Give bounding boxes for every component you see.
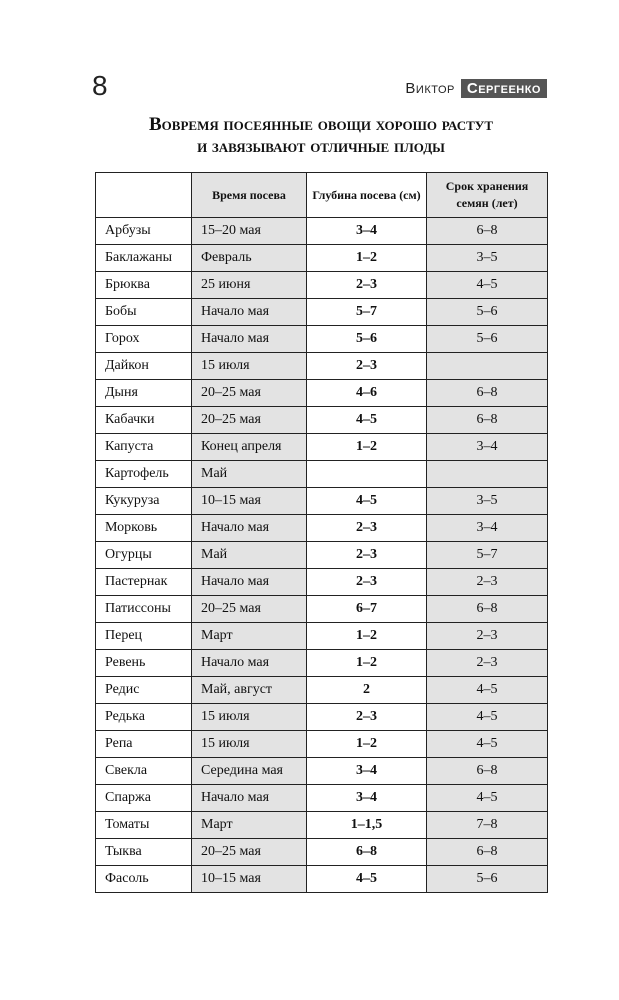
cell-sowing-depth: 3–4 [307, 758, 427, 785]
table-row [96, 515, 548, 542]
cell-seed-shelf-life: 4–5 [427, 731, 548, 758]
cell-sowing-time: 20–25 мая [192, 407, 307, 434]
cell-seed-shelf-life: 5–6 [427, 866, 548, 893]
cell-sowing-time: 10–15 мая [192, 866, 307, 893]
cell-sowing-depth: 1–2 [307, 623, 427, 650]
cell-sowing-time: Конец апреля [192, 434, 307, 461]
table-row [96, 218, 548, 245]
cell-sowing-time: Начало мая [192, 299, 307, 326]
cell-sowing-time: 15 июля [192, 731, 307, 758]
cell-sowing-depth: 2–3 [307, 704, 427, 731]
cell-vegetable: Редис [96, 677, 192, 704]
cell-sowing-depth: 4–5 [307, 866, 427, 893]
cell-sowing-time: 20–25 мая [192, 839, 307, 866]
table-body [96, 218, 548, 893]
cell-seed-shelf-life: 6–8 [427, 758, 548, 785]
cell-vegetable: Репа [96, 731, 192, 758]
table-row [96, 650, 548, 677]
cell-sowing-depth: 2–3 [307, 353, 427, 380]
column-header-vegetable [96, 173, 192, 218]
table-row [96, 704, 548, 731]
cell-vegetable: Бобы [96, 299, 192, 326]
cell-sowing-depth: 2–3 [307, 515, 427, 542]
cell-sowing-time: Март [192, 812, 307, 839]
cell-seed-shelf-life: 2–3 [427, 623, 548, 650]
cell-sowing-time: Май, август [192, 677, 307, 704]
cell-vegetable: Тыква [96, 839, 192, 866]
column-header-seed-shelf-life: Срок хранения семян (лет) [427, 173, 548, 218]
table-row [96, 245, 548, 272]
cell-seed-shelf-life: 3–4 [427, 515, 548, 542]
cell-sowing-time: 15 июля [192, 353, 307, 380]
cell-seed-shelf-life: 2–3 [427, 569, 548, 596]
cell-sowing-time: Февраль [192, 245, 307, 272]
cell-vegetable: Огурцы [96, 542, 192, 569]
cell-sowing-time: Начало мая [192, 650, 307, 677]
cell-sowing-time: 25 июня [192, 272, 307, 299]
cell-sowing-depth: 4–5 [307, 407, 427, 434]
cell-seed-shelf-life: 4–5 [427, 704, 548, 731]
table-row [96, 380, 548, 407]
cell-vegetable: Дыня [96, 380, 192, 407]
cell-seed-shelf-life: 4–5 [427, 272, 548, 299]
cell-seed-shelf-life: 5–6 [427, 299, 548, 326]
cell-seed-shelf-life: 3–4 [427, 434, 548, 461]
column-header-sowing-time: Время посева [192, 173, 307, 218]
cell-vegetable: Морковь [96, 515, 192, 542]
cell-seed-shelf-life [427, 461, 548, 488]
cell-sowing-depth: 2–3 [307, 569, 427, 596]
cell-sowing-time: Начало мая [192, 326, 307, 353]
cell-sowing-depth: 1–2 [307, 650, 427, 677]
cell-sowing-depth: 1–1,5 [307, 812, 427, 839]
cell-vegetable: Ревень [96, 650, 192, 677]
cell-vegetable: Горох [96, 326, 192, 353]
cell-sowing-depth: 4–5 [307, 488, 427, 515]
cell-seed-shelf-life: 2–3 [427, 650, 548, 677]
table-row [96, 272, 548, 299]
cell-seed-shelf-life: 5–6 [427, 326, 548, 353]
cell-sowing-depth: 5–6 [307, 326, 427, 353]
cell-vegetable: Кабачки [96, 407, 192, 434]
cell-vegetable: Томаты [96, 812, 192, 839]
cell-sowing-time: 20–25 мая [192, 380, 307, 407]
cell-seed-shelf-life: 6–8 [427, 218, 548, 245]
table-row [96, 326, 548, 353]
cell-vegetable: Перец [96, 623, 192, 650]
table-row [96, 407, 548, 434]
cell-sowing-depth: 6–8 [307, 839, 427, 866]
cell-sowing-depth [307, 461, 427, 488]
cell-sowing-time: Май [192, 542, 307, 569]
page-number: 8 [92, 70, 108, 101]
sowing-table [95, 172, 548, 893]
table-row [96, 839, 548, 866]
author-header [405, 78, 547, 98]
cell-sowing-time: 20–25 мая [192, 596, 307, 623]
cell-vegetable: Баклажаны [96, 245, 192, 272]
cell-sowing-time: Начало мая [192, 785, 307, 812]
table-row [96, 353, 548, 380]
title-line-2: и завязывают отличные плоды [197, 136, 445, 157]
cell-sowing-depth: 6–7 [307, 596, 427, 623]
cell-seed-shelf-life: 6–8 [427, 596, 548, 623]
cell-seed-shelf-life [427, 353, 548, 380]
page-title [95, 114, 547, 158]
cell-seed-shelf-life: 4–5 [427, 785, 548, 812]
cell-seed-shelf-life: 5–7 [427, 542, 548, 569]
cell-vegetable: Арбузы [96, 218, 192, 245]
cell-seed-shelf-life: 6–8 [427, 380, 548, 407]
table-row [96, 596, 548, 623]
table-row [96, 542, 548, 569]
author-first-name: Виктор [405, 79, 455, 97]
cell-vegetable: Дайкон [96, 353, 192, 380]
table-row [96, 461, 548, 488]
cell-sowing-depth: 2 [307, 677, 427, 704]
table-row [96, 785, 548, 812]
cell-vegetable: Свекла [96, 758, 192, 785]
table-row [96, 731, 548, 758]
cell-seed-shelf-life: 3–5 [427, 488, 548, 515]
cell-sowing-depth: 3–4 [307, 218, 427, 245]
cell-sowing-depth: 1–2 [307, 434, 427, 461]
cell-sowing-time: Середина мая [192, 758, 307, 785]
cell-sowing-depth: 5–7 [307, 299, 427, 326]
cell-vegetable: Патиссоны [96, 596, 192, 623]
cell-sowing-depth: 1–2 [307, 245, 427, 272]
cell-seed-shelf-life: 7–8 [427, 812, 548, 839]
cell-sowing-time: 10–15 мая [192, 488, 307, 515]
table-row [96, 677, 548, 704]
cell-sowing-time: Начало мая [192, 569, 307, 596]
column-header-sowing-depth: Глубина посева (см) [307, 173, 427, 218]
cell-vegetable: Кукуруза [96, 488, 192, 515]
cell-vegetable: Картофель [96, 461, 192, 488]
cell-sowing-time: Начало мая [192, 515, 307, 542]
table-row [96, 488, 548, 515]
table-row [96, 866, 548, 893]
table-row [96, 758, 548, 785]
table-header-row [96, 173, 548, 218]
table-row [96, 623, 548, 650]
table-row [96, 434, 548, 461]
cell-seed-shelf-life: 3–5 [427, 245, 548, 272]
table-row [96, 569, 548, 596]
cell-vegetable: Брюква [96, 272, 192, 299]
author-last-name: Сергеенко [461, 79, 547, 98]
title-line-1: Вовремя посеянные овощи хорошо растут [149, 114, 493, 135]
cell-sowing-depth: 4–6 [307, 380, 427, 407]
cell-vegetable: Фасоль [96, 866, 192, 893]
cell-sowing-time: 15 июля [192, 704, 307, 731]
cell-sowing-time: Март [192, 623, 307, 650]
cell-vegetable: Капуста [96, 434, 192, 461]
table-row [96, 299, 548, 326]
cell-sowing-depth: 2–3 [307, 542, 427, 569]
cell-sowing-time: 15–20 мая [192, 218, 307, 245]
table-row [96, 812, 548, 839]
cell-seed-shelf-life: 6–8 [427, 839, 548, 866]
cell-sowing-depth: 1–2 [307, 731, 427, 758]
cell-vegetable: Пастернак [96, 569, 192, 596]
cell-vegetable: Спаржа [96, 785, 192, 812]
cell-seed-shelf-life: 6–8 [427, 407, 548, 434]
cell-vegetable: Редька [96, 704, 192, 731]
cell-sowing-depth: 3–4 [307, 785, 427, 812]
cell-sowing-time: Май [192, 461, 307, 488]
cell-seed-shelf-life: 4–5 [427, 677, 548, 704]
cell-sowing-depth: 2–3 [307, 272, 427, 299]
